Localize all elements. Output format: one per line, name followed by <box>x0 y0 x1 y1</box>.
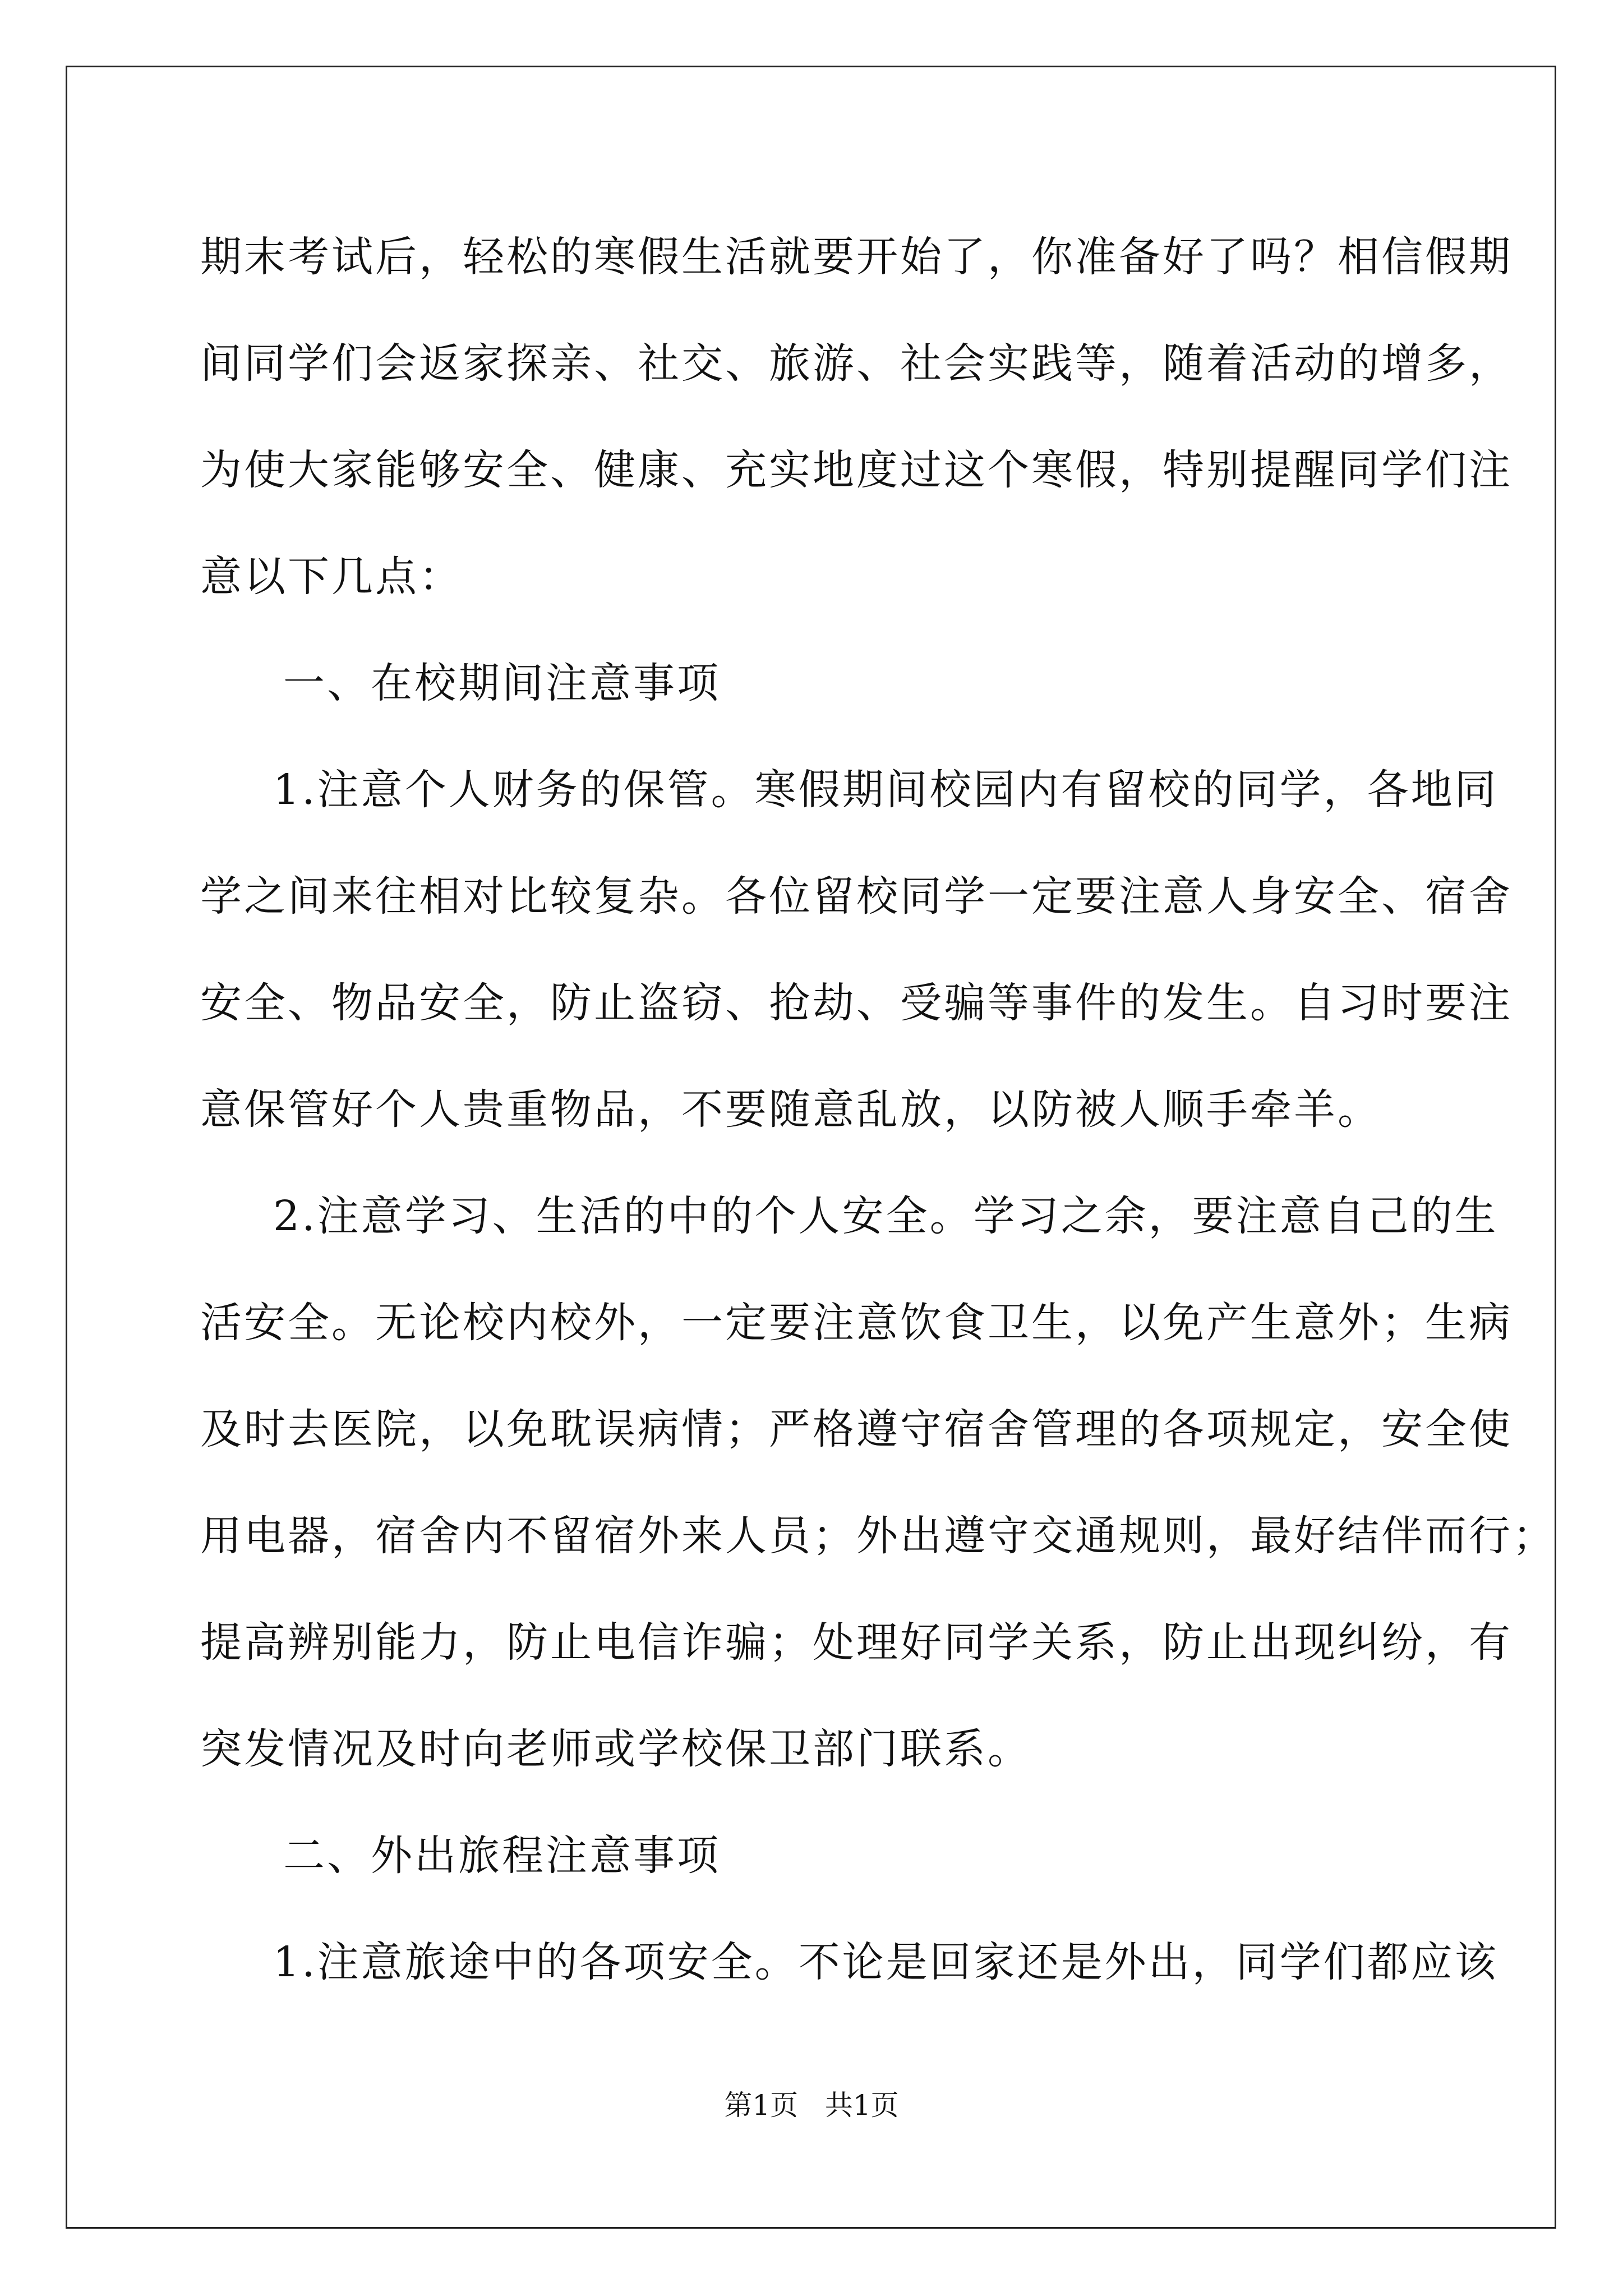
paragraph-line: 期末考试后，轻松的寒假生活就要开始了，你准备好了吗？相信假期 <box>200 233 1513 281</box>
paragraph-line: 为使大家能够安全、健康、充实地度过这个寒假，特别提醒同学们注 <box>200 446 1513 494</box>
paragraph-line: 突发情况及时向老师或学校保卫部门联系。 <box>200 1725 1031 1773</box>
paragraph-line: 2.注意学习、生活的中的个人安全。学习之余，要注意自己的生 <box>273 1192 1498 1240</box>
paragraph-line: 意保管好个人贵重物品，不要随意乱放，以防被人顺手牵羊。 <box>200 1085 1381 1134</box>
paragraph-line: 用电器，宿舍内不留宿外来人员；外出遵守交通规则，最好结伴而行； <box>200 1512 1556 1560</box>
paragraph-line: 1.注意旅途中的各项安全。不论是回家还是外出，同学们都应该 <box>273 1938 1498 1986</box>
paragraph-line: 活安全。无论校内校外，一定要注意饮食卫生，以免产生意外；生病 <box>200 1299 1513 1347</box>
section-heading: 二、外出旅程注意事项 <box>283 1832 721 1880</box>
paragraph-line: 1.注意个人财务的保管。寒假期间校园内有留校的同学，各地同 <box>273 766 1498 814</box>
page-footer: 第1页 共1页 <box>724 2089 899 2122</box>
paragraph-line: 学之间来往相对比较复杂。各位留校同学一定要注意人身安全、宿舍 <box>200 872 1513 921</box>
paragraph-line: 意以下几点： <box>200 553 463 601</box>
paragraph-line: 安全、物品安全，防止盗窃、抢劫、受骗等事件的发生。自习时要注 <box>200 979 1513 1027</box>
paragraph-line: 及时去医院，以免耽误病情；严格遵守宿舍管理的各项规定，安全使 <box>200 1405 1513 1453</box>
paragraph-line: 间同学们会返家探亲、社交、旅游、社会实践等，随着活动的增多， <box>200 339 1513 388</box>
section-heading: 一、在校期间注意事项 <box>283 659 721 707</box>
paragraph-line: 提高辨别能力，防止电信诈骗；处理好同学关系，防止出现纠纷，有 <box>200 1618 1513 1667</box>
